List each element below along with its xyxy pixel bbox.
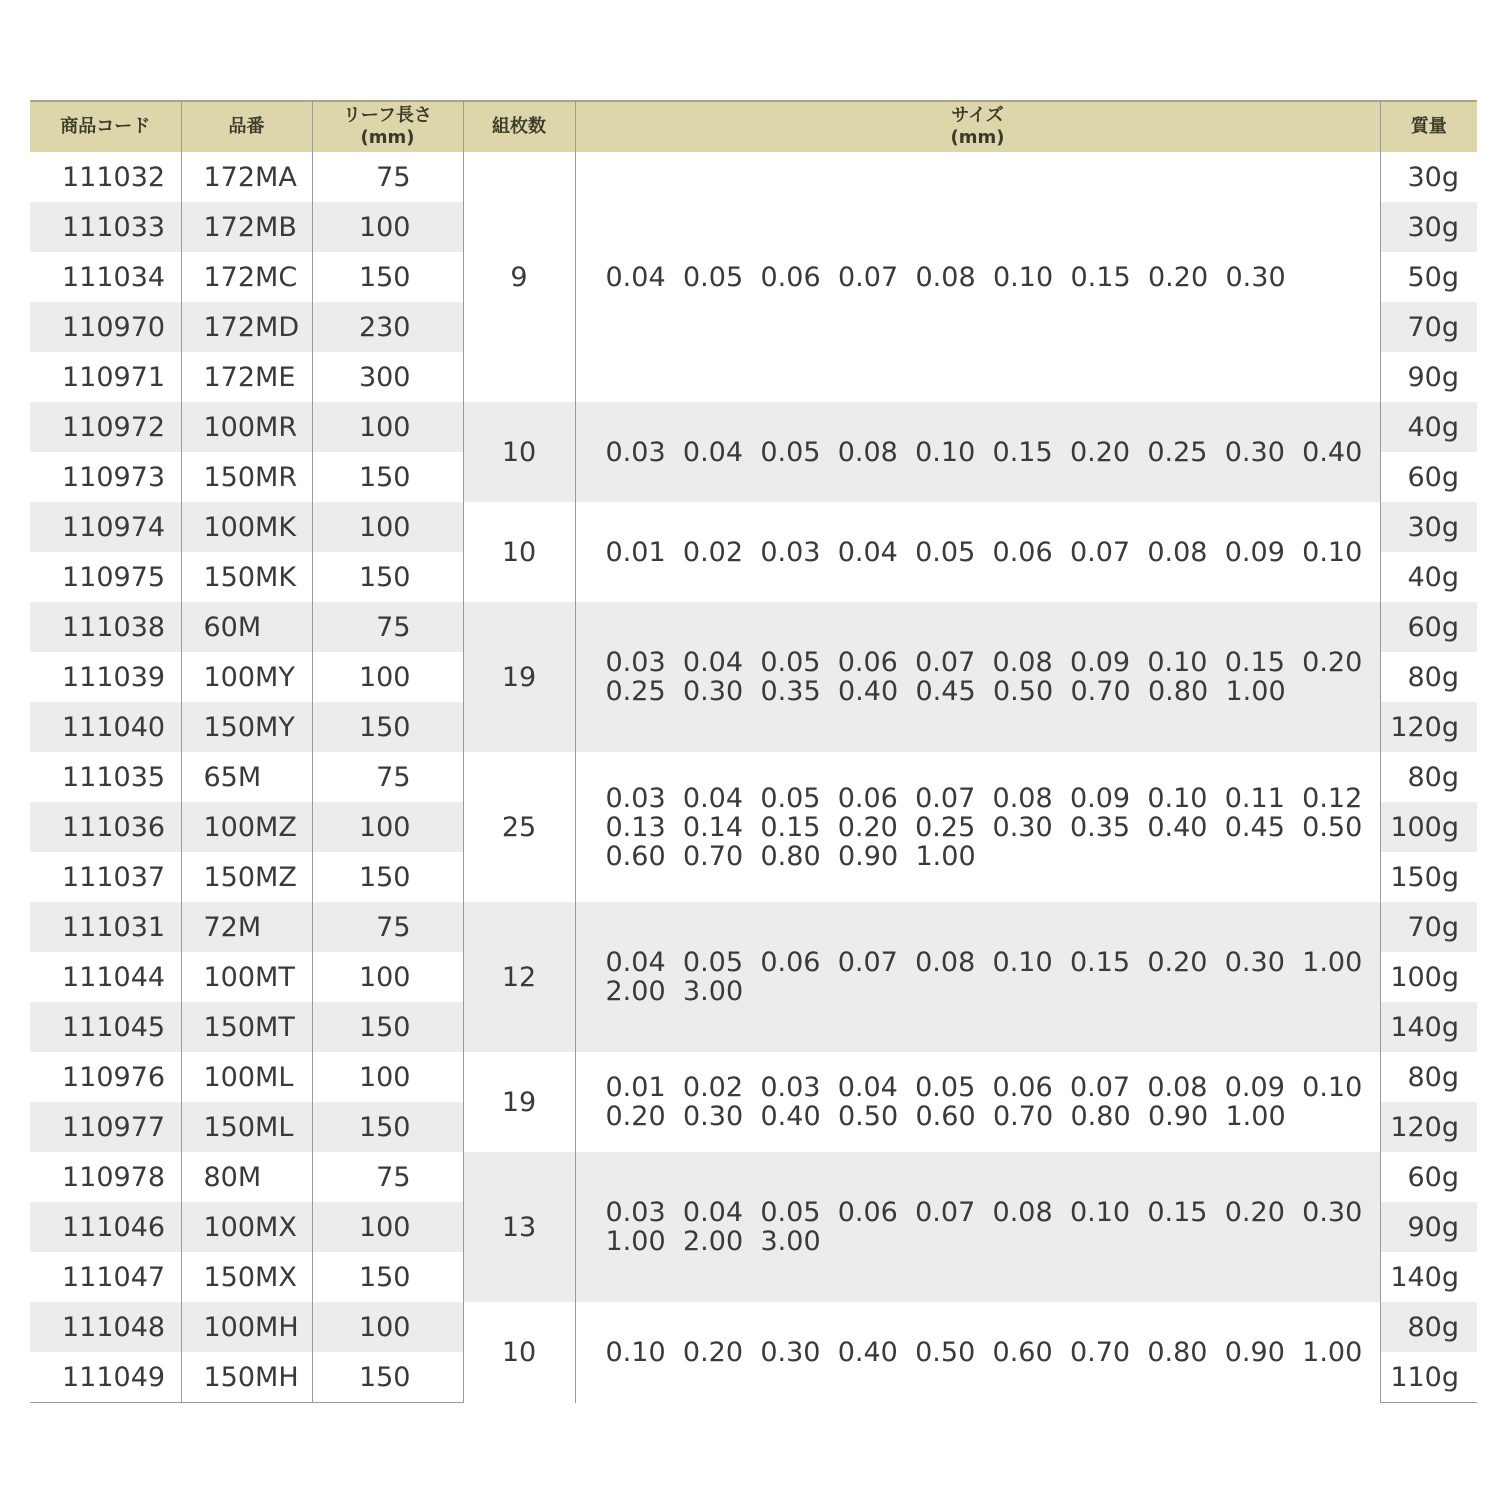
size-value: 0.35 bbox=[760, 676, 821, 707]
size-value: 0.08 bbox=[915, 261, 976, 293]
size-value: 0.03 bbox=[605, 647, 666, 678]
table-row bbox=[30, 1152, 1477, 1202]
leaf-length-cell: 230 bbox=[312, 302, 463, 352]
size-value: 0.05 bbox=[682, 947, 744, 978]
size-value: 0.35 bbox=[1069, 811, 1131, 843]
size-value: 2.00 bbox=[683, 1226, 744, 1257]
size-value: 0.70 bbox=[683, 840, 744, 872]
size-value: 0.04 bbox=[605, 261, 666, 293]
size-value: 0.10 bbox=[1147, 782, 1208, 814]
product-code-cell: 111038 bbox=[30, 602, 181, 652]
size-value: 0.05 bbox=[760, 782, 821, 814]
weight-cell: 70g bbox=[1380, 902, 1477, 952]
weight-cell: 40g bbox=[1407, 561, 1459, 593]
part-number-cell: 100MK bbox=[181, 502, 312, 552]
product-code-cell: 110970 bbox=[30, 302, 181, 352]
part-number-cell: 100ML bbox=[181, 1052, 312, 1102]
weight-cell: 50g bbox=[1407, 261, 1459, 293]
size-value: 0.01 bbox=[605, 536, 666, 568]
leaf-length-cell: 150 bbox=[312, 1352, 463, 1403]
product-code-cell: 110972 bbox=[30, 402, 181, 452]
size-line bbox=[606, 648, 1380, 677]
size-line bbox=[606, 1227, 1380, 1256]
part-number-cell: 172ME bbox=[181, 352, 312, 402]
size-value: 0.08 bbox=[915, 947, 976, 978]
size-value: 0.40 bbox=[1147, 811, 1208, 843]
size-value: 0.30 bbox=[683, 676, 744, 707]
part-number-cell: 172MA bbox=[181, 152, 312, 202]
size-value: 0.08 bbox=[992, 647, 1053, 678]
product-code-cell: 111034 bbox=[30, 252, 181, 302]
weight-cell: 80g bbox=[1407, 661, 1459, 693]
product-code-cell: 110973 bbox=[30, 452, 181, 502]
size-value: 1.00 bbox=[1225, 676, 1286, 707]
size-value: 0.06 bbox=[837, 1197, 898, 1228]
size-value: 0.05 bbox=[683, 261, 744, 293]
weight-cell: 140g bbox=[1380, 1002, 1477, 1052]
header-size-label: サイズ bbox=[951, 105, 1004, 126]
leaf-length-cell: 100 bbox=[312, 502, 463, 552]
size-value: 0.04 bbox=[837, 1072, 898, 1103]
header-leaf-length bbox=[312, 101, 463, 152]
size-line bbox=[606, 677, 1380, 706]
size-value: 0.02 bbox=[682, 536, 744, 568]
product-code-cell: 110975 bbox=[30, 552, 181, 602]
size-line bbox=[606, 1073, 1380, 1102]
leaf-length-cell: 75 bbox=[312, 752, 463, 802]
size-value: 0.09 bbox=[1069, 647, 1131, 678]
size-value: 0.40 bbox=[838, 676, 899, 707]
leaf-count-cell: 10 bbox=[463, 502, 575, 602]
size-value: 1.00 bbox=[1302, 1336, 1363, 1368]
size-value: 0.07 bbox=[915, 782, 976, 814]
size-value: 0.07 bbox=[915, 647, 976, 678]
part-number-cell: 172MC bbox=[181, 252, 312, 302]
part-number-cell: 150MY bbox=[181, 702, 312, 752]
size-line bbox=[606, 538, 1380, 567]
size-value: 0.80 bbox=[760, 840, 821, 872]
table-row bbox=[30, 1052, 1477, 1102]
size-value: 0.01 bbox=[605, 1072, 666, 1103]
leaf-count-cell: 19 bbox=[463, 1052, 575, 1152]
product-code-cell: 111046 bbox=[30, 1202, 181, 1252]
product-code-cell: 110976 bbox=[30, 1052, 181, 1102]
leaf-length-cell: 150 bbox=[312, 452, 463, 502]
size-value: 0.05 bbox=[915, 1072, 976, 1103]
size-value: 0.07 bbox=[837, 947, 898, 978]
product-code-cell: 110974 bbox=[30, 502, 181, 552]
leaf-length-cell: 150 bbox=[312, 252, 463, 302]
size-value: 0.06 bbox=[992, 1072, 1053, 1103]
size-line bbox=[606, 977, 1380, 1006]
leaf-count-cell: 9 bbox=[463, 152, 575, 402]
size-value: 1.00 bbox=[605, 1226, 666, 1257]
size-value: 0.20 bbox=[1148, 261, 1209, 293]
size-value: 0.25 bbox=[1147, 436, 1208, 468]
product-code-cell: 110977 bbox=[30, 1102, 181, 1152]
size-value: 0.50 bbox=[838, 1101, 899, 1132]
part-number-cell: 100MX bbox=[181, 1202, 312, 1252]
size-value: 0.50 bbox=[1302, 811, 1363, 843]
size-value: 0.25 bbox=[915, 811, 976, 843]
size-value: 0.04 bbox=[837, 536, 898, 568]
size-value: 0.30 bbox=[683, 1101, 744, 1132]
weight-cell: 140g bbox=[1390, 1261, 1459, 1293]
weight-cell: 30g bbox=[1380, 502, 1477, 552]
size-value: 0.40 bbox=[837, 1336, 898, 1368]
size-value: 0.20 bbox=[1069, 436, 1131, 468]
weight-cell: 90g bbox=[1407, 361, 1459, 393]
size-value: 0.20 bbox=[1224, 1197, 1285, 1228]
size-value: 0.30 bbox=[1225, 261, 1286, 293]
size-value: 3.00 bbox=[760, 1226, 821, 1257]
weight-cell: 30g bbox=[1407, 161, 1459, 193]
size-value: 0.08 bbox=[1147, 1072, 1208, 1103]
size-value: 0.60 bbox=[992, 1336, 1053, 1368]
size-value: 0.15 bbox=[1224, 647, 1285, 678]
size-value: 0.20 bbox=[605, 1101, 666, 1132]
size-value: 0.30 bbox=[760, 1336, 821, 1368]
size-value: 0.08 bbox=[1147, 536, 1208, 568]
header-leaf-length-unit: (mm) bbox=[360, 127, 415, 148]
size-value: 0.03 bbox=[760, 1072, 821, 1103]
size-value: 0.30 bbox=[1224, 947, 1285, 978]
product-code-cell: 111048 bbox=[30, 1302, 181, 1352]
size-value: 0.14 bbox=[682, 811, 744, 843]
size-value: 0.40 bbox=[760, 1101, 821, 1132]
size-value: 0.09 bbox=[1224, 536, 1285, 568]
product-code-cell: 111039 bbox=[30, 652, 181, 702]
leaf-length-cell: 150 bbox=[312, 702, 463, 752]
header-code: 商品コード bbox=[30, 101, 181, 152]
size-value: 0.08 bbox=[837, 436, 898, 468]
table-row bbox=[30, 902, 1477, 952]
size-value: 0.05 bbox=[760, 1197, 821, 1228]
product-code-cell: 110978 bbox=[30, 1152, 181, 1202]
product-code-cell: 111049 bbox=[30, 1352, 181, 1403]
weight-cell: 80g bbox=[1407, 1061, 1459, 1093]
size-value: 1.00 bbox=[915, 840, 976, 872]
leaf-length-cell: 75 bbox=[312, 1152, 463, 1202]
table-row bbox=[30, 502, 1477, 552]
size-value: 0.11 bbox=[1224, 782, 1285, 814]
header-count: 組枚数 bbox=[463, 101, 575, 152]
sizes-cell bbox=[575, 1302, 1380, 1403]
table-row bbox=[30, 152, 1477, 202]
sizes-cell bbox=[575, 602, 1380, 752]
size-value: 0.06 bbox=[760, 947, 821, 978]
leaf-count-cell: 25 bbox=[463, 752, 575, 902]
size-value: 0.09 bbox=[1069, 782, 1131, 814]
leaf-count-cell: 10 bbox=[463, 402, 575, 502]
size-value: 0.10 bbox=[1302, 536, 1363, 568]
product-code-cell: 111035 bbox=[30, 752, 181, 802]
size-value: 0.50 bbox=[915, 1336, 976, 1368]
part-number-cell: 72M bbox=[181, 902, 312, 952]
size-value: 0.05 bbox=[915, 536, 976, 568]
size-value: 0.80 bbox=[1070, 1101, 1131, 1132]
header-weight: 質量 bbox=[1380, 101, 1477, 152]
part-number-cell: 100MY bbox=[181, 652, 312, 702]
size-value: 0.60 bbox=[915, 1101, 976, 1132]
product-code-cell: 111031 bbox=[30, 902, 181, 952]
size-value: 0.04 bbox=[682, 647, 744, 678]
leaf-length-cell: 150 bbox=[312, 1102, 463, 1152]
leaf-length-cell: 150 bbox=[312, 552, 463, 602]
size-value: 0.07 bbox=[915, 1197, 976, 1228]
size-value: 0.90 bbox=[1224, 1336, 1285, 1368]
size-value: 0.13 bbox=[605, 811, 666, 843]
table-row bbox=[30, 602, 1477, 652]
part-number-cell: 100MR bbox=[181, 402, 312, 452]
size-value: 0.10 bbox=[605, 1336, 666, 1368]
size-value: 0.20 bbox=[1147, 947, 1208, 978]
weight-cell: 120g bbox=[1380, 1102, 1477, 1152]
size-value: 0.80 bbox=[1148, 676, 1209, 707]
size-value: 0.04 bbox=[682, 436, 744, 468]
sizes-cell bbox=[575, 1052, 1380, 1152]
size-value: 0.15 bbox=[1069, 947, 1131, 978]
leaf-length-cell: 100 bbox=[312, 1202, 463, 1252]
part-number-cell: 150MK bbox=[181, 552, 312, 602]
size-value: 0.03 bbox=[605, 782, 666, 814]
leaf-length-cell: 100 bbox=[312, 1052, 463, 1102]
size-value: 0.15 bbox=[992, 436, 1053, 468]
product-code-cell: 111040 bbox=[30, 702, 181, 752]
sizes-cell bbox=[575, 152, 1380, 402]
leaf-length-cell: 150 bbox=[312, 1252, 463, 1302]
leaf-length-cell: 100 bbox=[312, 952, 463, 1002]
size-value: 0.15 bbox=[760, 811, 821, 843]
size-value: 0.05 bbox=[760, 436, 821, 468]
part-number-cell: 65M bbox=[181, 752, 312, 802]
size-value: 0.70 bbox=[1070, 676, 1131, 707]
table-header bbox=[30, 101, 1477, 152]
size-value: 0.25 bbox=[605, 676, 666, 707]
size-value: 0.03 bbox=[760, 536, 821, 568]
table-body bbox=[30, 152, 1477, 1403]
size-line bbox=[606, 1198, 1380, 1227]
size-value: 0.20 bbox=[1302, 647, 1363, 678]
size-value: 0.45 bbox=[1224, 811, 1285, 843]
weight-cell: 100g bbox=[1390, 961, 1459, 993]
size-value: 0.04 bbox=[682, 1197, 744, 1228]
size-value: 0.10 bbox=[915, 436, 976, 468]
spec-table bbox=[30, 100, 1477, 1403]
size-value: 0.07 bbox=[1069, 536, 1131, 568]
size-line bbox=[606, 263, 1380, 292]
size-line bbox=[606, 438, 1380, 467]
size-value: 0.90 bbox=[1148, 1101, 1209, 1132]
size-value: 1.00 bbox=[1302, 947, 1363, 978]
size-value: 0.05 bbox=[760, 647, 821, 678]
size-value: 0.08 bbox=[992, 1197, 1053, 1228]
size-value: 0.07 bbox=[1069, 1072, 1131, 1103]
header-part: 品番 bbox=[181, 101, 312, 152]
sizes-cell bbox=[575, 1152, 1380, 1302]
header-row bbox=[30, 101, 1477, 152]
size-line bbox=[606, 948, 1380, 977]
size-value: 0.15 bbox=[1147, 1197, 1208, 1228]
size-value: 2.00 bbox=[605, 976, 666, 1007]
leaf-length-cell: 300 bbox=[312, 352, 463, 402]
part-number-cell: 150MH bbox=[181, 1352, 312, 1403]
weight-cell: 90g bbox=[1380, 1202, 1477, 1252]
weight-cell: 150g bbox=[1390, 861, 1459, 893]
weight-cell: 70g bbox=[1380, 302, 1477, 352]
size-value: 0.15 bbox=[1070, 261, 1131, 293]
weight-cell: 110g bbox=[1380, 1352, 1477, 1403]
part-number-cell: 172MB bbox=[181, 202, 312, 252]
size-value: 0.04 bbox=[605, 947, 666, 978]
size-value: 0.10 bbox=[992, 947, 1053, 978]
product-code-cell: 111032 bbox=[30, 152, 181, 202]
leaf-length-cell: 75 bbox=[312, 902, 463, 952]
product-code-cell: 111044 bbox=[30, 952, 181, 1002]
size-value: 0.80 bbox=[1147, 1336, 1208, 1368]
leaf-length-cell: 100 bbox=[312, 1302, 463, 1352]
leaf-length-cell: 150 bbox=[312, 1002, 463, 1052]
leaf-length-cell: 150 bbox=[312, 852, 463, 902]
size-line bbox=[606, 842, 1380, 871]
size-value: 0.06 bbox=[760, 261, 821, 293]
sizes-cell bbox=[575, 502, 1380, 602]
weight-cell: 120g bbox=[1380, 702, 1477, 752]
header-size bbox=[575, 101, 1380, 152]
size-value: 0.20 bbox=[837, 811, 898, 843]
part-number-cell: 80M bbox=[181, 1152, 312, 1202]
leaf-length-cell: 75 bbox=[312, 602, 463, 652]
size-value: 0.45 bbox=[915, 676, 976, 707]
size-value: 0.50 bbox=[993, 676, 1054, 707]
part-number-cell: 100MT bbox=[181, 952, 312, 1002]
size-value: 0.40 bbox=[1302, 436, 1363, 468]
size-value: 0.06 bbox=[837, 647, 898, 678]
product-code-cell: 111045 bbox=[30, 1002, 181, 1052]
product-code-cell: 110971 bbox=[30, 352, 181, 402]
size-value: 0.06 bbox=[992, 536, 1053, 568]
part-number-cell: 150ML bbox=[181, 1102, 312, 1152]
size-value: 0.10 bbox=[993, 261, 1054, 293]
size-value: 0.70 bbox=[993, 1101, 1054, 1132]
product-code-cell: 111037 bbox=[30, 852, 181, 902]
sizes-cell bbox=[575, 752, 1380, 902]
table-row bbox=[30, 1302, 1477, 1352]
weight-cell: 100g bbox=[1380, 802, 1477, 852]
weight-cell: 80g bbox=[1407, 761, 1459, 793]
size-line bbox=[606, 1102, 1380, 1131]
header-leaf-length-label: リーフ長さ bbox=[342, 105, 433, 126]
weight-cell: 60g bbox=[1407, 1161, 1459, 1193]
product-code-cell: 111036 bbox=[30, 802, 181, 852]
size-line bbox=[606, 1338, 1380, 1367]
leaf-count-cell: 19 bbox=[463, 602, 575, 752]
table-row bbox=[30, 752, 1477, 802]
part-number-cell: 100MZ bbox=[181, 802, 312, 852]
weight-cell: 80g bbox=[1380, 1302, 1477, 1352]
leaf-length-cell: 100 bbox=[312, 802, 463, 852]
size-value: 0.10 bbox=[1147, 647, 1208, 678]
size-value: 0.02 bbox=[682, 1072, 744, 1103]
size-value: 0.07 bbox=[838, 261, 899, 293]
size-value: 0.90 bbox=[838, 840, 899, 872]
size-value: 0.10 bbox=[1069, 1197, 1131, 1228]
size-value: 3.00 bbox=[683, 976, 744, 1007]
sizes-cell bbox=[575, 402, 1380, 502]
product-code-cell: 111033 bbox=[30, 202, 181, 252]
size-value: 0.30 bbox=[992, 811, 1053, 843]
leaf-length-cell: 100 bbox=[312, 652, 463, 702]
size-value: 0.06 bbox=[837, 782, 898, 814]
size-value: 0.20 bbox=[682, 1336, 744, 1368]
size-value: 0.08 bbox=[992, 782, 1053, 814]
size-value: 0.70 bbox=[1069, 1336, 1131, 1368]
weight-cell: 60g bbox=[1380, 602, 1477, 652]
weight-cell: 30g bbox=[1380, 202, 1477, 252]
part-number-cell: 60M bbox=[181, 602, 312, 652]
leaf-count-cell: 12 bbox=[463, 902, 575, 1052]
size-value: 0.60 bbox=[605, 840, 666, 872]
header-size-unit: (mm) bbox=[950, 127, 1005, 148]
leaf-length-cell: 75 bbox=[312, 152, 463, 202]
weight-cell: 40g bbox=[1380, 402, 1477, 452]
leaf-count-cell: 13 bbox=[463, 1152, 575, 1302]
size-value: 0.30 bbox=[1224, 436, 1285, 468]
part-number-cell: 172MD bbox=[181, 302, 312, 352]
leaf-length-cell: 100 bbox=[312, 202, 463, 252]
part-number-cell: 100MH bbox=[181, 1302, 312, 1352]
part-number-cell: 150MZ bbox=[181, 852, 312, 902]
size-value: 0.03 bbox=[605, 1197, 666, 1228]
table-row bbox=[30, 402, 1477, 452]
size-value: 0.04 bbox=[682, 782, 744, 814]
size-line bbox=[606, 784, 1380, 813]
product-code-cell: 111047 bbox=[30, 1252, 181, 1302]
leaf-length-cell: 100 bbox=[312, 402, 463, 452]
size-value: 1.00 bbox=[1225, 1101, 1286, 1132]
leaf-count-cell: 10 bbox=[463, 1302, 575, 1403]
size-value: 0.12 bbox=[1302, 782, 1363, 814]
weight-cell: 60g bbox=[1407, 461, 1459, 493]
part-number-cell: 150MX bbox=[181, 1252, 312, 1302]
part-number-cell: 150MR bbox=[181, 452, 312, 502]
size-value: 0.09 bbox=[1224, 1072, 1285, 1103]
size-value: 0.30 bbox=[1302, 1197, 1363, 1228]
size-value: 0.10 bbox=[1302, 1072, 1363, 1103]
part-number-cell: 150MT bbox=[181, 1002, 312, 1052]
size-line bbox=[606, 813, 1380, 842]
sizes-cell bbox=[575, 902, 1380, 1052]
size-value: 0.03 bbox=[605, 436, 666, 468]
